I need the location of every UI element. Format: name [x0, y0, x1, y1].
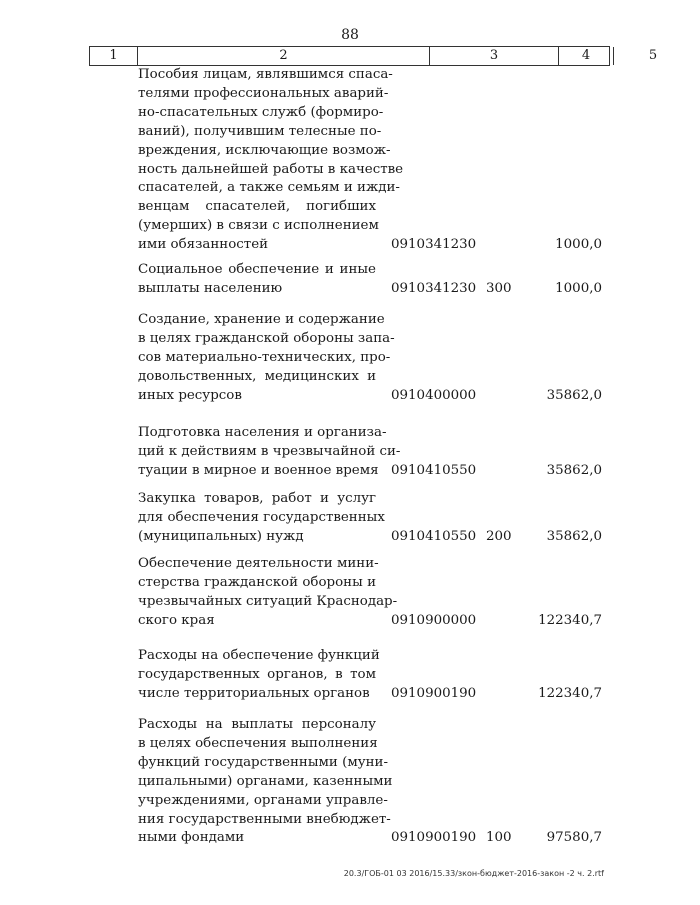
- row-amount: 1000,0: [555, 280, 602, 296]
- description-line: ния государственными внебюджет-: [138, 811, 391, 827]
- row-code: 0910341230: [391, 280, 477, 296]
- row-code: 0910410550: [391, 462, 477, 478]
- description-line: Расходы на обеспечение функций: [138, 648, 380, 663]
- description-line: ими обязанностей: [138, 237, 269, 253]
- row-amount: 122340,7: [538, 612, 602, 628]
- description-line: венцам спасателей, погибших: [138, 199, 376, 215]
- row-code: 0910900000: [391, 612, 477, 628]
- row-amount: 35862,0: [546, 528, 602, 544]
- description-line: Пособия лицам, являвшимся спаса-: [138, 67, 393, 82]
- row-code: 0910341230: [391, 237, 477, 253]
- description-line: телями профессиональных аварий-: [138, 85, 389, 101]
- description-line: функций государственными (муни-: [138, 754, 388, 770]
- file-path-footer: 20.3/ГОБ-01 03 2016/15.33/зкон-бюджет-2016-закон -2 ч. 2.rtf: [343, 869, 604, 878]
- description-line: чрезвычайных ситуаций Краснодар-: [138, 593, 398, 609]
- description-line: довольственных, медицинских и: [138, 368, 376, 384]
- row-description: [138, 424, 401, 481]
- description-line: Обеспечение деятельности мини-: [138, 556, 379, 571]
- description-line: в целях обеспечения выполнения: [138, 735, 378, 751]
- description-line: ность дальнейшей работы в качестве: [138, 161, 404, 177]
- description-line: вреждения, исключающие возмож-: [138, 142, 391, 158]
- description-line: Подготовка населения и организа-: [138, 425, 387, 440]
- column-header-3: 3: [489, 48, 499, 63]
- row-group: 200: [486, 528, 512, 544]
- description-line: для обеспечения государственных: [138, 509, 385, 525]
- description-line: спасателей, а также семьям и ижди-: [138, 180, 400, 196]
- row-description: [138, 490, 385, 547]
- row-description: [138, 66, 404, 255]
- description-line: сов материально-технических, про-: [138, 349, 391, 365]
- row-description: [138, 716, 393, 848]
- description-line: Социальное обеспечение и иные: [138, 262, 376, 277]
- row-amount: 122340,7: [538, 685, 602, 701]
- row-description: [138, 261, 376, 299]
- description-line: стерства гражданской обороны и: [138, 574, 376, 590]
- row-code: 0910400000: [391, 387, 477, 403]
- row-amount: 97580,7: [546, 830, 602, 846]
- description-line: иных ресурсов: [138, 387, 242, 403]
- description-line: ского края: [138, 612, 215, 628]
- row-code: 0910900190: [391, 830, 477, 846]
- description-line: учреждениями, органами управле-: [138, 792, 388, 808]
- row-description: [138, 647, 380, 704]
- description-line: ций к действиям в чрезвычайной си-: [138, 443, 401, 459]
- row-amount: 35862,0: [546, 387, 602, 403]
- description-line: но-спасательных служб (формиро-: [138, 104, 384, 120]
- row-description: [138, 555, 398, 631]
- row-group: 100: [486, 830, 512, 846]
- page-number: 88: [341, 27, 359, 43]
- description-line: ципальными) органами, казенными: [138, 773, 393, 789]
- column-header-5: 5: [648, 48, 658, 63]
- description-line: Создание, хранение и содержание: [138, 312, 385, 327]
- row-amount: 35862,0: [546, 462, 602, 478]
- row-group: 300: [486, 280, 512, 296]
- row-code: 0910900190: [391, 685, 477, 701]
- description-line: государственных органов, в том: [138, 666, 376, 682]
- description-line: числе территориальных органов: [138, 685, 370, 701]
- row-code: 0910410550: [391, 528, 477, 544]
- column-header-1: 1: [109, 48, 118, 63]
- description-line: Закупка товаров, работ и услуг: [138, 491, 376, 506]
- description-line: ваний), получившим телесные по-: [138, 123, 382, 139]
- column-header-4: 4: [581, 48, 591, 63]
- column-header-2: 2: [279, 48, 288, 63]
- description-line: (муниципальных) нужд: [138, 528, 304, 544]
- description-line: выплаты населению: [138, 280, 283, 296]
- row-amount: 1000,0: [555, 237, 602, 253]
- description-line: туации в мирное и военное время: [138, 462, 379, 478]
- description-line: в целях гражданской обороны запа-: [138, 330, 395, 346]
- description-line: (умерших) в связи с исполнением: [138, 218, 379, 234]
- description-line: ными фондами: [138, 830, 245, 846]
- description-line: Расходы на выплаты персоналу: [138, 717, 376, 732]
- row-description: [138, 311, 395, 406]
- column-header-row: [89, 46, 658, 66]
